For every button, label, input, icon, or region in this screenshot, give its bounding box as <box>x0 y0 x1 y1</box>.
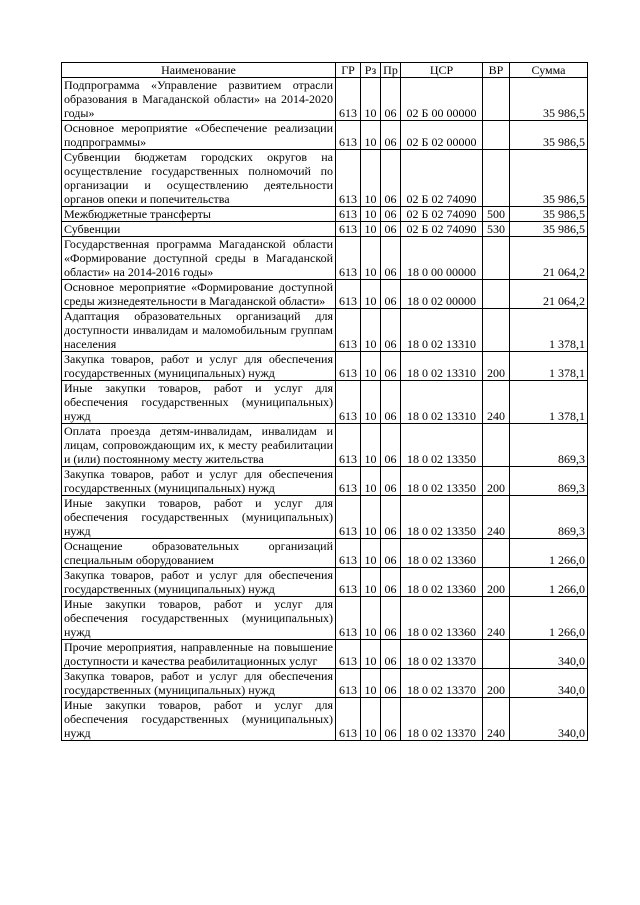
cell-rz: 10 <box>361 309 381 352</box>
cell-vr: 530 <box>483 222 510 237</box>
cell-name: Закупка товаров, работ и услуг для обеспечения государственных (муниципальных) нужд <box>62 669 336 698</box>
header-gr: ГР <box>336 63 361 78</box>
cell-vr: 200 <box>483 352 510 381</box>
cell-gr: 613 <box>336 496 361 539</box>
table-row <box>62 496 588 539</box>
cell-name: Оснащение образовательных организаций специальным оборудованием <box>62 539 336 568</box>
cell-rz: 10 <box>361 698 381 741</box>
table-row <box>62 597 588 640</box>
cell-pr: 06 <box>381 597 401 640</box>
header-name: Наименование <box>62 63 336 78</box>
cell-gr: 613 <box>336 237 361 280</box>
cell-vr: 240 <box>483 698 510 741</box>
cell-rz: 10 <box>361 424 381 467</box>
cell-gr: 613 <box>336 207 361 222</box>
cell-name: Иные закупки товаров, работ и услуг для обеспечения государственных (муниципальных) нужд <box>62 381 336 424</box>
table-row <box>62 381 588 424</box>
cell-name: Иные закупки товаров, работ и услуг для обеспечения государственных (муниципальных) нужд <box>62 698 336 741</box>
cell-rz: 10 <box>361 669 381 698</box>
cell-name: Государственная программа Магаданской области «Формирование доступной среды в Магаданской области» на 2014-2016 годы» <box>62 237 336 280</box>
cell-gr: 613 <box>336 568 361 597</box>
cell-rz: 10 <box>361 150 381 207</box>
cell-csr: 02 Б 02 00000 <box>401 121 483 150</box>
cell-csr: 18 0 02 13370 <box>401 698 483 741</box>
cell-pr: 06 <box>381 424 401 467</box>
cell-sum: 35 986,5 <box>510 121 588 150</box>
cell-csr: 02 Б 00 00000 <box>401 78 483 121</box>
cell-pr: 06 <box>381 539 401 568</box>
cell-vr <box>483 280 510 309</box>
cell-vr <box>483 309 510 352</box>
cell-sum: 21 064,2 <box>510 237 588 280</box>
cell-csr: 18 0 02 13350 <box>401 496 483 539</box>
cell-pr: 06 <box>381 222 401 237</box>
cell-rz: 10 <box>361 539 381 568</box>
cell-vr <box>483 424 510 467</box>
cell-vr: 240 <box>483 597 510 640</box>
table-row <box>62 568 588 597</box>
cell-gr: 613 <box>336 78 361 121</box>
cell-gr: 613 <box>336 424 361 467</box>
cell-rz: 10 <box>361 597 381 640</box>
cell-pr: 06 <box>381 207 401 222</box>
cell-csr: 18 0 02 13350 <box>401 424 483 467</box>
cell-pr: 06 <box>381 121 401 150</box>
cell-gr: 613 <box>336 222 361 237</box>
cell-vr <box>483 121 510 150</box>
cell-pr: 06 <box>381 78 401 121</box>
cell-csr: 02 Б 02 74090 <box>401 207 483 222</box>
cell-vr: 200 <box>483 467 510 496</box>
table-row <box>62 698 588 741</box>
cell-sum: 21 064,2 <box>510 280 588 309</box>
cell-csr: 18 0 02 13360 <box>401 597 483 640</box>
cell-vr: 200 <box>483 568 510 597</box>
cell-rz: 10 <box>361 207 381 222</box>
cell-name: Основное мероприятие «Обеспечение реализации подпрограммы» <box>62 121 336 150</box>
table-row <box>62 467 588 496</box>
cell-sum: 1 378,1 <box>510 309 588 352</box>
cell-sum: 35 986,5 <box>510 222 588 237</box>
cell-sum: 1 266,0 <box>510 597 588 640</box>
cell-pr: 06 <box>381 568 401 597</box>
cell-name: Прочие мероприятия, направленные на повышение доступности и качества реабилитационных услуг <box>62 640 336 669</box>
cell-csr: 18 0 02 13370 <box>401 669 483 698</box>
table-row <box>62 150 588 207</box>
cell-sum: 869,3 <box>510 424 588 467</box>
cell-csr: 18 0 02 13310 <box>401 381 483 424</box>
budget-table <box>61 62 588 741</box>
cell-csr: 02 Б 02 74090 <box>401 222 483 237</box>
cell-rz: 10 <box>361 640 381 669</box>
cell-csr: 18 0 02 13350 <box>401 467 483 496</box>
cell-name: Закупка товаров, работ и услуг для обеспечения государственных (муниципальных) нужд <box>62 568 336 597</box>
cell-gr: 613 <box>336 150 361 207</box>
cell-pr: 06 <box>381 150 401 207</box>
cell-rz: 10 <box>361 352 381 381</box>
cell-csr: 18 0 02 13360 <box>401 568 483 597</box>
cell-vr: 500 <box>483 207 510 222</box>
cell-rz: 10 <box>361 78 381 121</box>
table-row <box>62 352 588 381</box>
cell-gr: 613 <box>336 352 361 381</box>
table-header <box>62 63 588 78</box>
header-csr: ЦСР <box>401 63 483 78</box>
table-row <box>62 669 588 698</box>
cell-name: Подпрограмма «Управление развитием отрасли образования в Магаданской области» на 2014-2020 годы» <box>62 78 336 121</box>
cell-gr: 613 <box>336 309 361 352</box>
cell-name: Адаптация образовательных организаций для доступности инвалидам и маломобильным группам населения <box>62 309 336 352</box>
table-row <box>62 539 588 568</box>
cell-sum: 35 986,5 <box>510 150 588 207</box>
cell-gr: 613 <box>336 669 361 698</box>
cell-sum: 1 266,0 <box>510 539 588 568</box>
cell-pr: 06 <box>381 352 401 381</box>
cell-rz: 10 <box>361 568 381 597</box>
cell-sum: 340,0 <box>510 698 588 741</box>
table-body <box>62 78 588 741</box>
cell-pr: 06 <box>381 640 401 669</box>
table-row <box>62 309 588 352</box>
cell-name: Оплата проезда детям-инвалидам, инвалидам и лицам, сопровождающим их, к месту реабилитации и (или) постоянному месту жительства <box>62 424 336 467</box>
cell-vr <box>483 640 510 669</box>
cell-gr: 613 <box>336 121 361 150</box>
cell-sum: 869,3 <box>510 496 588 539</box>
cell-pr: 06 <box>381 467 401 496</box>
cell-gr: 613 <box>336 381 361 424</box>
table-row <box>62 640 588 669</box>
cell-name: Основное мероприятие «Формирование доступной среды жизнедеятельности в Магаданской области» <box>62 280 336 309</box>
cell-csr: 18 0 02 13360 <box>401 539 483 568</box>
header-rz: Рз <box>361 63 381 78</box>
cell-name: Закупка товаров, работ и услуг для обеспечения государственных (муниципальных) нужд <box>62 467 336 496</box>
cell-name: Иные закупки товаров, работ и услуг для обеспечения государственных (муниципальных) нужд <box>62 496 336 539</box>
cell-sum: 35 986,5 <box>510 207 588 222</box>
cell-rz: 10 <box>361 121 381 150</box>
cell-csr: 02 Б 02 74090 <box>401 150 483 207</box>
cell-sum: 340,0 <box>510 640 588 669</box>
cell-name: Межбюджетные трансферты <box>62 207 336 222</box>
cell-pr: 06 <box>381 496 401 539</box>
cell-rz: 10 <box>361 280 381 309</box>
table-row <box>62 280 588 309</box>
cell-pr: 06 <box>381 381 401 424</box>
cell-gr: 613 <box>336 280 361 309</box>
cell-gr: 613 <box>336 698 361 741</box>
cell-rz: 10 <box>361 496 381 539</box>
header-pr: Пр <box>381 63 401 78</box>
cell-csr: 18 0 00 00000 <box>401 237 483 280</box>
cell-vr <box>483 237 510 280</box>
cell-pr: 06 <box>381 280 401 309</box>
cell-name: Закупка товаров, работ и услуг для обеспечения государственных (муниципальных) нужд <box>62 352 336 381</box>
header-vr: ВР <box>483 63 510 78</box>
cell-vr <box>483 539 510 568</box>
cell-gr: 613 <box>336 539 361 568</box>
cell-rz: 10 <box>361 237 381 280</box>
cell-sum: 1 378,1 <box>510 352 588 381</box>
cell-name: Субвенции <box>62 222 336 237</box>
cell-rz: 10 <box>361 467 381 496</box>
cell-pr: 06 <box>381 309 401 352</box>
header-sum: Сумма <box>510 63 588 78</box>
cell-rz: 10 <box>361 381 381 424</box>
cell-name: Субвенции бюджетам городских округов на осуществление государственных полномочий по организации и осуществлению деятельности органов опеки и попечительства <box>62 150 336 207</box>
cell-sum: 1 378,1 <box>510 381 588 424</box>
table-row <box>62 237 588 280</box>
cell-sum: 1 266,0 <box>510 568 588 597</box>
cell-sum: 869,3 <box>510 467 588 496</box>
table-row <box>62 222 588 237</box>
header-row <box>62 63 588 78</box>
cell-vr: 240 <box>483 496 510 539</box>
cell-sum: 340,0 <box>510 669 588 698</box>
table-row <box>62 207 588 222</box>
cell-gr: 613 <box>336 597 361 640</box>
cell-vr: 200 <box>483 669 510 698</box>
cell-pr: 06 <box>381 669 401 698</box>
cell-csr: 18 0 02 13370 <box>401 640 483 669</box>
cell-vr: 240 <box>483 381 510 424</box>
cell-sum: 35 986,5 <box>510 78 588 121</box>
cell-vr <box>483 150 510 207</box>
cell-gr: 613 <box>336 640 361 669</box>
cell-csr: 18 0 02 13310 <box>401 309 483 352</box>
cell-rz: 10 <box>361 222 381 237</box>
table-row <box>62 121 588 150</box>
table-row <box>62 424 588 467</box>
cell-name: Иные закупки товаров, работ и услуг для обеспечения государственных (муниципальных) нужд <box>62 597 336 640</box>
cell-gr: 613 <box>336 467 361 496</box>
table-row <box>62 78 588 121</box>
cell-csr: 18 0 02 13310 <box>401 352 483 381</box>
cell-csr: 18 0 02 00000 <box>401 280 483 309</box>
cell-vr <box>483 78 510 121</box>
cell-pr: 06 <box>381 698 401 741</box>
cell-pr: 06 <box>381 237 401 280</box>
